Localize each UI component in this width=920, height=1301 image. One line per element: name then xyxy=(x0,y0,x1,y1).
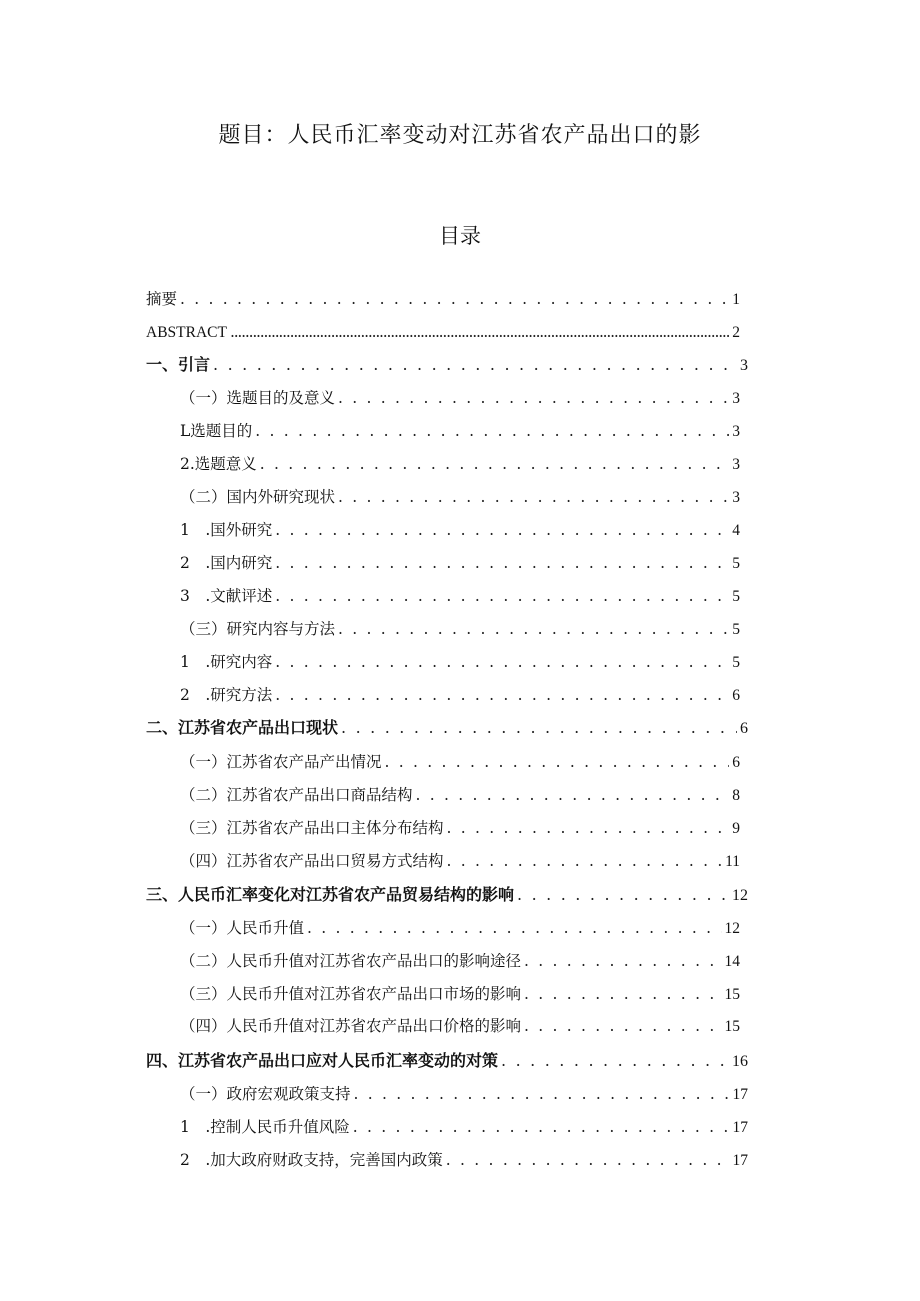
toc-heading: 目录 xyxy=(439,224,481,248)
toc-dot-leader xyxy=(260,451,729,477)
toc-entry-page: 1 xyxy=(732,291,740,308)
toc-entry-label: （一）江苏省农产品产出情况 xyxy=(180,753,382,771)
toc-entry[interactable] xyxy=(180,948,740,974)
toc-dot-leader xyxy=(446,1147,730,1173)
toc-dot-leader xyxy=(338,484,729,510)
toc-entry-page: 4 xyxy=(732,522,740,539)
toc-entry-page: 12 xyxy=(732,887,748,904)
toc-entry-label: （一）人民币升值 xyxy=(180,919,305,937)
toc-entry-page: 5 xyxy=(732,621,740,638)
toc-entry-chapter-2[interactable] xyxy=(146,715,748,741)
toc-entry[interactable] xyxy=(180,749,740,775)
toc-entry-label: （三）研究内容与方法 xyxy=(180,620,336,638)
toc-dot-leader xyxy=(341,715,737,741)
toc-dot-leader xyxy=(255,418,729,444)
toc-dot-leader xyxy=(307,915,721,941)
toc-entry-page: 11 xyxy=(725,853,740,870)
toc-entry-label: 1 .控制人民币升值风险 xyxy=(180,1118,350,1136)
toc-dot-leader xyxy=(213,352,737,378)
toc-entry[interactable] xyxy=(180,649,740,675)
toc-dot-leader xyxy=(517,882,729,908)
toc-entry-label: （四）人民币升值对江苏省农产品出口价格的影响 xyxy=(180,1017,522,1035)
toc-dot-leader xyxy=(447,815,730,841)
toc-dot-leader xyxy=(524,1013,721,1039)
toc-dot-leader xyxy=(354,1081,730,1107)
toc-dot-leader xyxy=(275,550,729,576)
toc-entry[interactable] xyxy=(180,1013,740,1039)
document-title: 题目：人民币汇率变动对江苏省农产品出口的影 xyxy=(218,123,702,148)
toc-entry-page: 6 xyxy=(740,720,748,737)
toc-entry-label: 2 .国内研究 xyxy=(180,554,273,572)
toc-entry-chapter-3[interactable] xyxy=(146,882,748,908)
toc-entry[interactable] xyxy=(180,616,740,642)
toc-entry-label: （二）人民币升值对江苏省农产品出口的影响途径 xyxy=(180,952,522,970)
toc-entry[interactable] xyxy=(180,682,740,708)
toc-entry[interactable] xyxy=(180,782,740,808)
toc-entry-page: 15 xyxy=(724,986,740,1003)
toc-entry-label: （三）江苏省农产品出口主体分布结构 xyxy=(180,819,444,837)
toc-entry-label: 三、人民币汇率变化对江苏省农产品贸易结构的影响 xyxy=(146,885,515,904)
toc-dot-leader xyxy=(524,948,721,974)
toc-entry-abstract-cn[interactable] xyxy=(146,286,740,312)
toc-entry-label: L选题目的 xyxy=(180,422,253,440)
toc-entry[interactable] xyxy=(180,1081,748,1107)
toc-entry-label: 2 .研究方法 xyxy=(180,686,273,704)
toc-entry-page: 5 xyxy=(732,555,740,572)
toc-entry-chapter-1[interactable] xyxy=(146,352,748,378)
toc-entry-page: 3 xyxy=(732,489,740,506)
toc-entry[interactable] xyxy=(180,484,740,510)
toc-dot-leader xyxy=(275,649,729,675)
toc-entry-page: 8 xyxy=(732,787,740,804)
toc-entry[interactable] xyxy=(180,815,740,841)
toc-dot-leader xyxy=(275,682,729,708)
toc-entry-label: 一、引言 xyxy=(146,355,211,374)
toc-entry-label: 3 .文献评述 xyxy=(180,587,273,605)
toc-entry-page: 2 xyxy=(732,324,740,341)
toc-entry-label: 1 .国外研究 xyxy=(180,521,273,539)
toc-dot-leader xyxy=(230,319,729,345)
toc-entry[interactable] xyxy=(180,1147,748,1173)
toc-entry-label: （三）人民币升值对江苏省农产品出口市场的影响 xyxy=(180,985,522,1003)
toc-entry-abstract-en[interactable] xyxy=(146,319,740,345)
toc-entry-page: 17 xyxy=(732,1152,748,1169)
toc-entry-page: 6 xyxy=(732,754,740,771)
toc-entry-label: （二）国内外研究现状 xyxy=(180,488,336,506)
toc-entry-label: 二、江苏省农产品出口现状 xyxy=(146,718,339,737)
toc-dot-leader xyxy=(385,749,730,775)
toc-entry-page: 3 xyxy=(732,390,740,407)
toc-dot-leader xyxy=(275,583,729,609)
toc-entry[interactable] xyxy=(180,981,740,1007)
toc-entry-page: 3 xyxy=(732,423,740,440)
toc-entry-label: 2 .加大政府财政支持，完善国内政策 xyxy=(180,1151,443,1169)
toc-entry-page: 14 xyxy=(724,953,740,970)
toc-entry[interactable] xyxy=(180,583,740,609)
toc-entry-page: 5 xyxy=(732,654,740,671)
toc-entry-page: 17 xyxy=(732,1086,748,1103)
toc-entry-page: 15 xyxy=(724,1018,740,1035)
toc-entry-page: 16 xyxy=(732,1053,748,1070)
toc-dot-leader xyxy=(338,385,729,411)
toc-entry-page: 3 xyxy=(740,357,748,374)
toc-dot-leader xyxy=(353,1114,730,1140)
toc-dot-leader xyxy=(416,782,730,808)
toc-entry-page: 9 xyxy=(732,820,740,837)
toc-dot-leader xyxy=(447,848,723,874)
toc-entry[interactable] xyxy=(180,1114,748,1140)
toc-entry-page: 12 xyxy=(724,920,740,937)
toc-entry[interactable] xyxy=(180,550,740,576)
toc-entry-label: ABSTRACT xyxy=(146,324,227,341)
toc-entry[interactable] xyxy=(180,915,740,941)
toc-entry-label: 四、江苏省农产品出口应对人民币汇率变动的对策 xyxy=(146,1051,499,1070)
toc-entry-label: 2.选题意义 xyxy=(180,455,257,473)
toc-entry-page: 5 xyxy=(732,588,740,605)
toc-entry-label: （一）选题目的及意义 xyxy=(180,389,336,407)
toc-entry-label: （四）江苏省农产品出口贸易方式结构 xyxy=(180,852,444,870)
toc-dot-leader xyxy=(275,517,729,543)
toc-entry-label: 1 .研究内容 xyxy=(180,653,273,671)
toc-entry[interactable] xyxy=(180,385,740,411)
toc-entry-label: （二）江苏省农产品出口商品结构 xyxy=(180,786,413,804)
toc-entry[interactable] xyxy=(180,418,740,444)
toc-dot-leader xyxy=(180,286,729,312)
toc-entry-chapter-4[interactable] xyxy=(146,1048,748,1074)
toc-entry[interactable] xyxy=(180,451,740,477)
toc-entry-page: 6 xyxy=(732,687,740,704)
toc-entry-page: 17 xyxy=(732,1119,748,1136)
toc-dot-leader xyxy=(338,616,729,642)
toc-entry-label: 摘要 xyxy=(146,290,178,308)
toc-dot-leader xyxy=(501,1048,729,1074)
toc-entry-label: （一）政府宏观政策支持 xyxy=(180,1085,351,1103)
toc-dot-leader xyxy=(524,981,721,1007)
toc-entry[interactable] xyxy=(180,517,740,543)
toc-entry[interactable] xyxy=(180,848,740,874)
toc-entry-page: 3 xyxy=(732,456,740,473)
